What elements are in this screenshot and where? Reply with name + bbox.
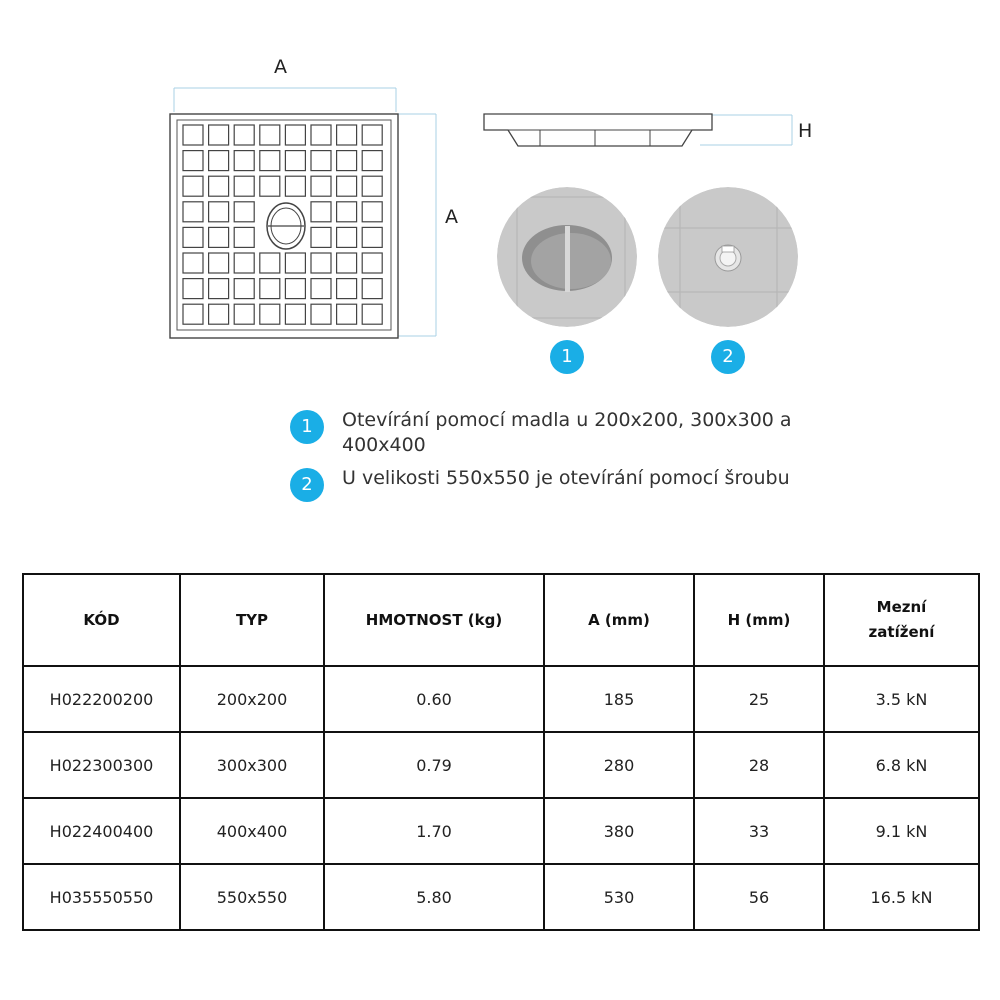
- dimension-label-a-top: A: [274, 56, 287, 78]
- grid-cell: [209, 176, 229, 196]
- grid-cell: [183, 304, 203, 324]
- grid-cell: [234, 253, 254, 273]
- legend-badge: 1: [290, 410, 324, 444]
- header-typ: TYP: [180, 574, 324, 666]
- dimension-label-h: H: [798, 120, 813, 142]
- legend-text: U velikosti 550x550 je otevírání pomocí šroubu: [342, 467, 790, 489]
- cell-typ: 550x550: [180, 864, 324, 930]
- cell-h: 33: [694, 798, 824, 864]
- header-h: H (mm): [694, 574, 824, 666]
- cell-hmotnost: 5.80: [324, 864, 544, 930]
- grid-cell: [362, 176, 382, 196]
- grid-cell: [183, 279, 203, 299]
- grid-cell: [183, 227, 203, 247]
- cell-kod: H035550550: [23, 864, 180, 930]
- legend-item: [290, 466, 850, 502]
- grid-cell: [362, 304, 382, 324]
- grid-cell: [209, 279, 229, 299]
- grid-cell: [362, 202, 382, 222]
- legend: [290, 408, 850, 510]
- cell-kod: H022400400: [23, 798, 180, 864]
- grid-cell: [337, 227, 357, 247]
- grid-cell: [260, 151, 280, 171]
- cell-zatizeni: 16.5 kN: [824, 864, 979, 930]
- table-row: [23, 666, 979, 732]
- cell-kod: H022300300: [23, 732, 180, 798]
- cell-typ: 400x400: [180, 798, 324, 864]
- grid-cell: [234, 304, 254, 324]
- grid-cell: [183, 151, 203, 171]
- grid-cell: [311, 304, 331, 324]
- cell-a: 280: [544, 732, 694, 798]
- grid-cell: [234, 279, 254, 299]
- header-zatizeni: Mezní zatížení: [824, 574, 979, 666]
- grid-cell: [209, 125, 229, 145]
- grid-cell: [285, 279, 305, 299]
- grid-cell: [311, 253, 331, 273]
- header-hmotnost: HMOTNOST (kg): [324, 574, 544, 666]
- grid-cell: [209, 304, 229, 324]
- grid-cell: [337, 253, 357, 273]
- grid-cell: [362, 125, 382, 145]
- cover-plan-view: [170, 114, 398, 338]
- dimension-label-a-right: A: [445, 206, 458, 228]
- cell-kod: H022200200: [23, 666, 180, 732]
- grid-cell: [209, 151, 229, 171]
- cell-hmotnost: 0.60: [324, 666, 544, 732]
- cell-h: 25: [694, 666, 824, 732]
- cover-side-view: [484, 114, 792, 146]
- grid-cell: [209, 253, 229, 273]
- badge-2: 2: [711, 340, 745, 374]
- grid-cell: [285, 304, 305, 324]
- dimension-a-right: [398, 114, 436, 336]
- cell-hmotnost: 0.79: [324, 732, 544, 798]
- spec-table: [22, 573, 980, 931]
- table-header-row: [23, 574, 979, 666]
- grid-cell: [285, 253, 305, 273]
- legend-item: [290, 408, 850, 458]
- grid-cell: [234, 125, 254, 145]
- grid-cell: [311, 279, 331, 299]
- detail-screw-circle: [658, 187, 800, 330]
- cell-a: 185: [544, 666, 694, 732]
- grid-cell: [337, 151, 357, 171]
- cell-typ: 200x200: [180, 666, 324, 732]
- table-row: [23, 864, 979, 930]
- badge-1: 1: [550, 340, 584, 374]
- grid-cell: [234, 151, 254, 171]
- grid-cell: [337, 279, 357, 299]
- grid-cell: [362, 151, 382, 171]
- grid-cell: [260, 125, 280, 145]
- grid-cell: [234, 202, 254, 222]
- grid-cell: [311, 227, 331, 247]
- legend-badge: 2: [290, 468, 324, 502]
- grid-cell: [183, 125, 203, 145]
- grid-cell: [209, 202, 229, 222]
- grid-cell: [260, 304, 280, 324]
- grid-cell: [234, 176, 254, 196]
- grid-cell: [183, 253, 203, 273]
- grid-cell: [285, 151, 305, 171]
- grid-cell: [260, 253, 280, 273]
- cell-zatizeni: 9.1 kN: [824, 798, 979, 864]
- grid-cell: [362, 227, 382, 247]
- grid-cell: [311, 202, 331, 222]
- cell-a: 530: [544, 864, 694, 930]
- detail-handle-circle: [497, 187, 640, 330]
- grid-cell: [260, 279, 280, 299]
- grid-cell: [362, 279, 382, 299]
- table-row: [23, 732, 979, 798]
- grid-cell: [337, 176, 357, 196]
- grid-cell: [183, 176, 203, 196]
- grid-cell: [285, 125, 305, 145]
- grid-cell: [337, 202, 357, 222]
- cell-typ: 300x300: [180, 732, 324, 798]
- grid-cell: [209, 227, 229, 247]
- technical-drawing: [0, 0, 1000, 400]
- grid-cell: [311, 125, 331, 145]
- grid-cell: [362, 253, 382, 273]
- grid-cell: [234, 227, 254, 247]
- table-row: [23, 798, 979, 864]
- cell-zatizeni: 6.8 kN: [824, 732, 979, 798]
- grid-cell: [260, 176, 280, 196]
- grid-cell: [285, 176, 305, 196]
- cell-a: 380: [544, 798, 694, 864]
- grid-cell: [311, 151, 331, 171]
- cell-h: 28: [694, 732, 824, 798]
- cell-hmotnost: 1.70: [324, 798, 544, 864]
- cell-h: 56: [694, 864, 824, 930]
- grid-cell: [337, 304, 357, 324]
- header-kod: KÓD: [23, 574, 180, 666]
- grid-cell: [337, 125, 357, 145]
- grid-cell: [183, 202, 203, 222]
- dimension-a-top: [174, 88, 396, 112]
- grid-cell: [311, 176, 331, 196]
- cell-zatizeni: 3.5 kN: [824, 666, 979, 732]
- header-a: A (mm): [544, 574, 694, 666]
- legend-text: Otevírání pomocí madla u 200x200, 300x300 a 400x400: [342, 409, 792, 456]
